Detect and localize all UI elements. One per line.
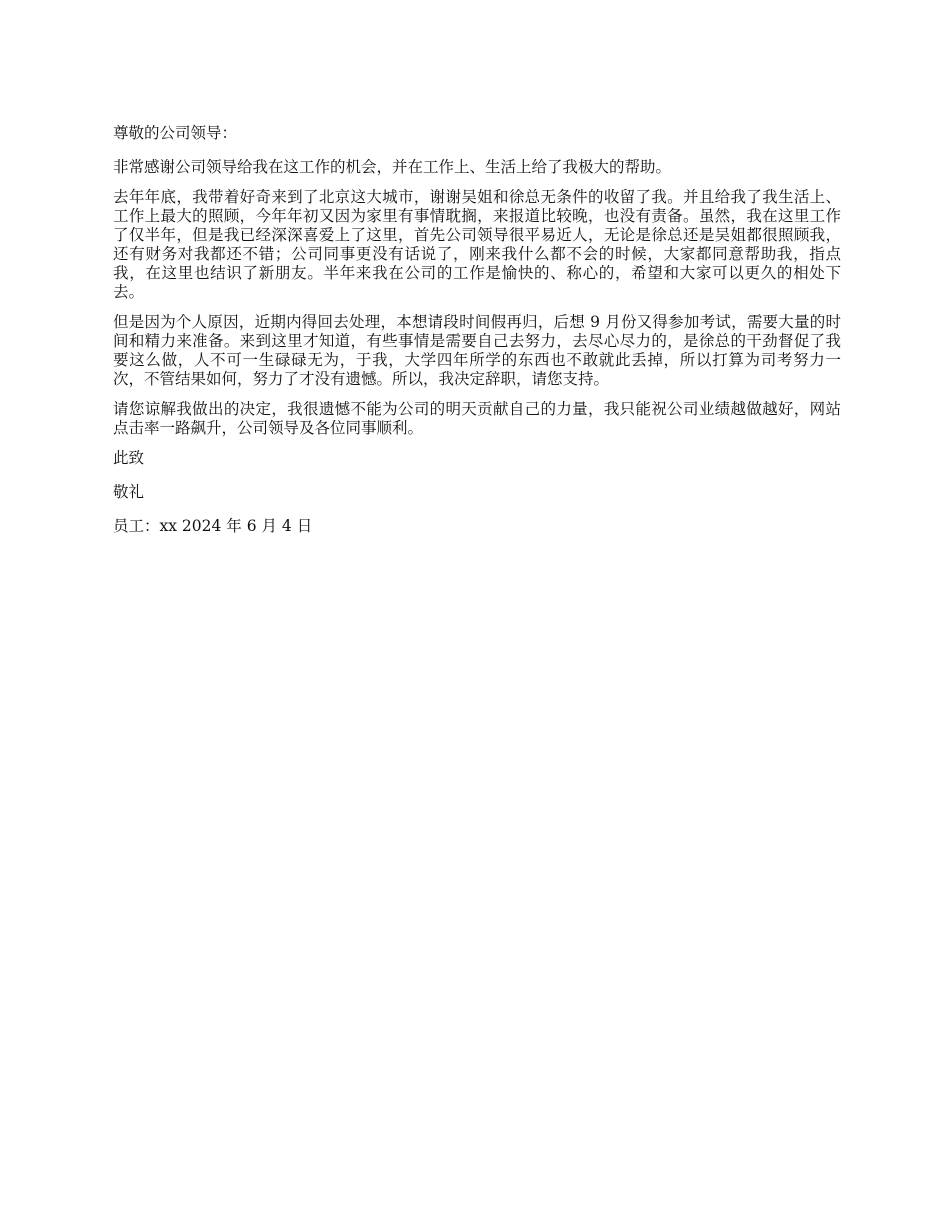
- paragraph-background: 去年年底，我带着好奇来到了北京这大城市，谢谢吴姐和徐总无条件的收留了我。并且给我了我生活上、工作上最大的照顾，今年年初又因为家里有事情耽搁，来报道比较晚，也没有责备。虽然，我在这里工作了仅半年，但是我已经深深喜爱上了这里，首先公司领导很平易近人，无论是徐总还是吴姐都很照顾我，还有财务对我都还不错；公司同事更没有话说了，刚来我什么都不会的时候，大家都同意帮助我，指点我，在这里也结识了新朋友。半年来我在公司的工作是愉快的、称心的，希望和大家可以更久的相处下去。: [113, 188, 841, 301]
- paragraph-apology: 请您谅解我做出的决定，我很遗憾不能为公司的明天贡献自己的力量，我只能祝公司业绩越做越好，网站点击率一路飙升，公司领导及各位同事顺利。: [113, 400, 841, 437]
- closing-line-2: 敬礼: [113, 483, 145, 501]
- paragraph-reason: 但是因为个人原因，近期内得回去处理，本想请段时间假再归，后想 9 月份又得参加考试，需要大量的时间和精力来准备。来到这里才知道，有些事情是需要自己去努力，去尽心尽力的，是徐总的干劲督促了我要这么做，人不可一生碌碌无为，于我，大学四年所学的东西也不敢就此丢掉，所以打算为司考努力一次，不管结果如何，努力了才没有遗憾。所以，我决定辞职，请您支持。: [113, 313, 841, 388]
- signature-line: 员工：xx 2024 年 6 月 4 日: [113, 517, 313, 535]
- paragraph-thanks: 非常感谢公司领导给我在这工作的机会，并在工作上、生活上给了我极大的帮助。: [113, 158, 672, 176]
- letter-body: [113, 124, 841, 551]
- closing-line-1: 此致: [113, 449, 145, 467]
- salutation: 尊敬的公司领导：: [113, 124, 238, 142]
